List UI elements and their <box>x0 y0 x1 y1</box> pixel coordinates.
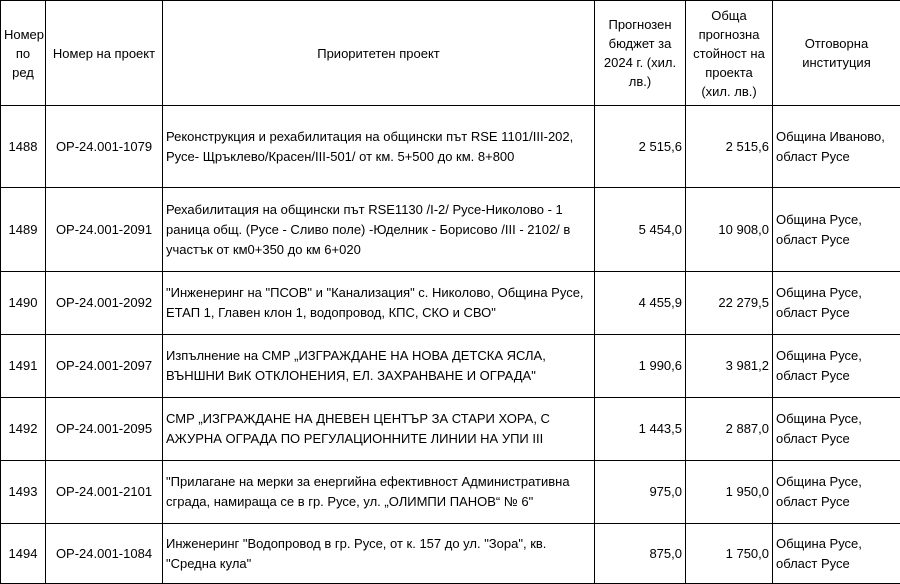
table-row <box>1 461 900 524</box>
header-budget-2024: Прогнозен бюджет за 2024 г. (хил. лв.) <box>595 1 686 106</box>
cell-project-name: "Инженеринг на "ПСОВ" и "Канализация" с. Николово, Община Русе, ЕТАП 1, Главен клон 1, водопровод, КПС, СКО и СВО" <box>163 272 595 335</box>
cell-budget-2024: 5 454,0 <box>595 188 686 272</box>
cell-project-number: ОР-24.001-2092 <box>46 272 163 335</box>
cell-institution: Община Иваново, област Русе <box>773 106 900 188</box>
cell-total-cost: 22 279,5 <box>686 272 773 335</box>
cell-total-cost: 1 750,0 <box>686 524 773 584</box>
cell-budget-2024: 1 990,6 <box>595 335 686 398</box>
cell-project-number: ОР-24.001-2095 <box>46 398 163 461</box>
cell-project-name: "Прилагане на мерки за енергийна ефективност Административна сграда, намираща се в гр. Русе, ул. „ОЛИМПИ ПАНОВ“ № 6" <box>163 461 595 524</box>
cell-budget-2024: 875,0 <box>595 524 686 584</box>
cell-project-name: Рехабилитация на общински път RSE1130 /I-2/ Русе-Николово - 1 раница общ. (Русе - Сливо поле) -Юделник - Борисово /III - 2102/ в участък от км0+350 до км 6+020 <box>163 188 595 272</box>
cell-total-cost: 2 515,6 <box>686 106 773 188</box>
cell-project-number: ОР-24.001-1079 <box>46 106 163 188</box>
cell-project-number: ОР-24.001-2097 <box>46 335 163 398</box>
cell-row-number: 1494 <box>1 524 46 584</box>
cell-project-number: ОР-24.001-2101 <box>46 461 163 524</box>
cell-total-cost: 2 887,0 <box>686 398 773 461</box>
table-row <box>1 106 900 188</box>
cell-row-number: 1493 <box>1 461 46 524</box>
cell-row-number: 1491 <box>1 335 46 398</box>
cell-project-name: Реконструкция и рехабилитация на общински път RSE 1101/III-202, Русе- Щръклево/Красен/III-501/ от км. 5+500 до км. 8+800 <box>163 106 595 188</box>
cell-budget-2024: 2 515,6 <box>595 106 686 188</box>
table-header-row <box>1 1 900 106</box>
cell-total-cost: 10 908,0 <box>686 188 773 272</box>
table-row <box>1 524 900 584</box>
table-row <box>1 188 900 272</box>
cell-budget-2024: 4 455,9 <box>595 272 686 335</box>
cell-row-number: 1490 <box>1 272 46 335</box>
header-project-number: Номер на проект <box>46 1 163 106</box>
table-row <box>1 398 900 461</box>
cell-budget-2024: 1 443,5 <box>595 398 686 461</box>
cell-institution: Община Русе, област Русе <box>773 398 900 461</box>
cell-project-name: Изпълнение на СМР „ИЗГРАЖДАНЕ НА НОВА ДЕТСКА ЯСЛА, ВЪНШНИ ВиК ОТКЛОНЕНИЯ, ЕЛ. ЗАХРАНВАНЕ И ОГРАДА" <box>163 335 595 398</box>
cell-row-number: 1488 <box>1 106 46 188</box>
table-row <box>1 272 900 335</box>
table-row <box>1 335 900 398</box>
cell-total-cost: 1 950,0 <box>686 461 773 524</box>
cell-institution: Община Русе, област Русе <box>773 272 900 335</box>
header-total-cost: Обща прогнозна стойност на проекта (хил. лв.) <box>686 1 773 106</box>
cell-project-name: Инженеринг "Водопровод в гр. Русе, от к. 157 до ул. "Зора", кв. "Средна кула" <box>163 524 595 584</box>
cell-row-number: 1489 <box>1 188 46 272</box>
cell-project-number: ОР-24.001-1084 <box>46 524 163 584</box>
header-institution: Отговорна институция <box>773 1 900 106</box>
cell-total-cost: 3 981,2 <box>686 335 773 398</box>
cell-institution: Община Русе, област Русе <box>773 524 900 584</box>
cell-institution: Община Русе, област Русе <box>773 335 900 398</box>
header-priority-project: Приоритетен проект <box>163 1 595 106</box>
cell-row-number: 1492 <box>1 398 46 461</box>
cell-project-name: СМР „ИЗГРАЖДАНЕ НА ДНЕВЕН ЦЕНТЪР ЗА СТАРИ ХОРА, С АЖУРНА ОГРАДА ПО РЕГУЛАЦИОННИТЕ ЛИНИИ НА УПИ III <box>163 398 595 461</box>
header-row-number: Номер по ред <box>1 1 46 106</box>
cell-budget-2024: 975,0 <box>595 461 686 524</box>
cell-institution: Община Русе, област Русе <box>773 188 900 272</box>
cell-institution: Община Русе, област Русе <box>773 461 900 524</box>
cell-project-number: ОР-24.001-2091 <box>46 188 163 272</box>
